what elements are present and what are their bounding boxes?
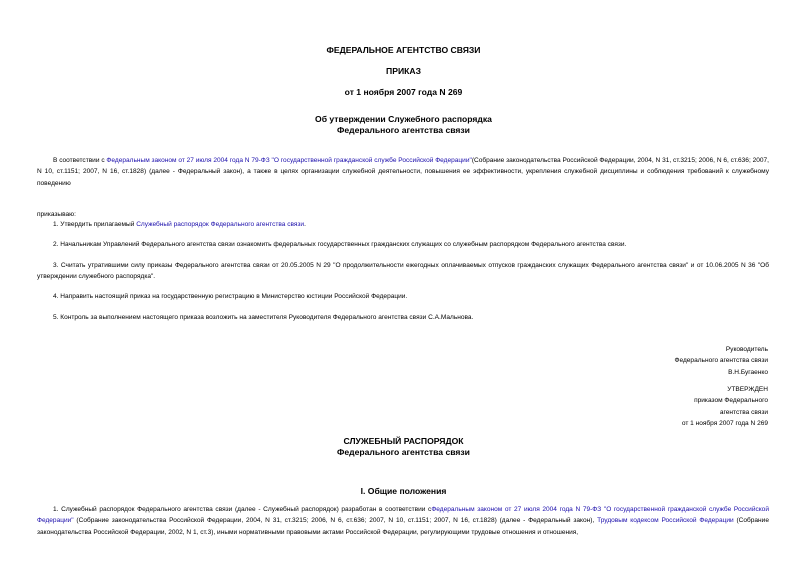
signature-line3: В.Н.Бугаенко <box>728 368 768 376</box>
agency-title: ФЕДЕРАЛЬНОЕ АГЕНТСТВО СВЯЗИ <box>326 45 481 55</box>
signature-block <box>548 344 768 378</box>
approved-line3: агентства связи <box>719 408 768 416</box>
section-1-law-link[interactable]: Федеральным законом от 27 июля 2004 года N 79-ФЗ "О государственной гражданской службе Российской Федерации" <box>37 506 769 525</box>
doc-title-line1: Об утверждении Служебного распорядка <box>315 114 492 124</box>
section-1-end: (Собрание законодательства Российской Федерации, 2002, N 1, ст.3), иными нормативными правовыми актами Российской Федерации, регулирующими трудовые отношения и отношения, <box>37 517 769 536</box>
approved-block <box>548 384 768 430</box>
approved-line1: УТВЕРЖДЕН <box>727 386 768 393</box>
order-word: приказываю: <box>37 211 76 218</box>
rules-title-line2: Федерального агентства связи <box>337 447 470 457</box>
doc-title <box>0 114 807 136</box>
preamble-rest: (Собрание законодательства Российской Федерации, 2004, N 31, ст.3215; 2006, N 6, ст.636; 2007, N 10, ст.1151; 2007, N 16, ст.1828) (далее - Федеральный закон), а также в целях организации служебной деятельности, повышения ее эффективности, укрепления служебной дисциплины и соблюдения требований к служебному поведению <box>37 157 769 187</box>
signature-line2: Федерального агентства связи <box>674 357 768 365</box>
signature-line1: Руководитель <box>725 346 768 353</box>
section-1-start: 1. Служебный распорядок Федерального агентства связи (далее - Служебный распорядок) разработан в соответствии с <box>53 506 432 513</box>
section-1-heading: I. Общие положения <box>360 486 447 496</box>
doc-title-line2: Федерального агентства связи <box>337 125 470 135</box>
section-1-paragraph <box>37 504 769 538</box>
item-1 <box>37 219 769 230</box>
item-3: 3. Считать утратившими силу приказы Федерального агентства связи от 20.05.2005 N 29 "О продолжительности ежегодных оплачиваемых отпусков гражданских служащих Федерального агентства связи" и от 10.06.2005 N 36 "Об утверждении служебного распорядка". <box>37 262 769 281</box>
rules-title-line1: СЛУЖЕБНЫЙ РАСПОРЯДОК <box>343 436 464 446</box>
section-1-mid: (Собрание законодательства Российской Федерации, 2004, N 31, ст.3215; 2006, N 6, ст.636; 2007, N 10, ст.1151; 2007, N 16, ст.1828) (далее - Федеральный закон), <box>73 517 598 525</box>
item-5: 5. Контроль за выполнением настоящего приказа возложить на заместителя Руководителя Федерального агентства связи С.А.Мальнова. <box>53 314 474 321</box>
approved-line2: приказом Федерального <box>694 397 768 405</box>
approved-line4: от 1 ноября 2007 года N 269 <box>681 420 768 428</box>
item-4: 4. Направить настоящий приказ на государственную регистрацию в Министерство юстиции Российской Федерации. <box>53 293 408 300</box>
item-2: 2. Начальникам Управлений Федерального агентства связи ознакомить федеральных государственных гражданских служащих со служебным распорядком Федерального агентства связи. <box>53 241 627 248</box>
item-1-end: . <box>304 221 306 228</box>
item-1-start: 1. Утвердить прилагаемый <box>53 221 137 228</box>
doc-type: ПРИКАЗ <box>386 66 421 76</box>
rules-title <box>0 436 807 458</box>
service-rules-link[interactable]: Служебный распорядок Федерального агентства связи <box>136 221 305 228</box>
preamble-paragraph <box>37 155 769 189</box>
preamble-start: В соответствии с <box>53 157 107 164</box>
labor-code-link[interactable]: Трудовым кодексом Российской Федерации <box>597 517 734 525</box>
federal-law-link[interactable]: Федеральным законом от 27 июля 2004 года N 79-ФЗ "О государственной гражданской службе Российской Федерации" <box>106 157 472 164</box>
doc-date-number: от 1 ноября 2007 года N 269 <box>344 87 463 97</box>
